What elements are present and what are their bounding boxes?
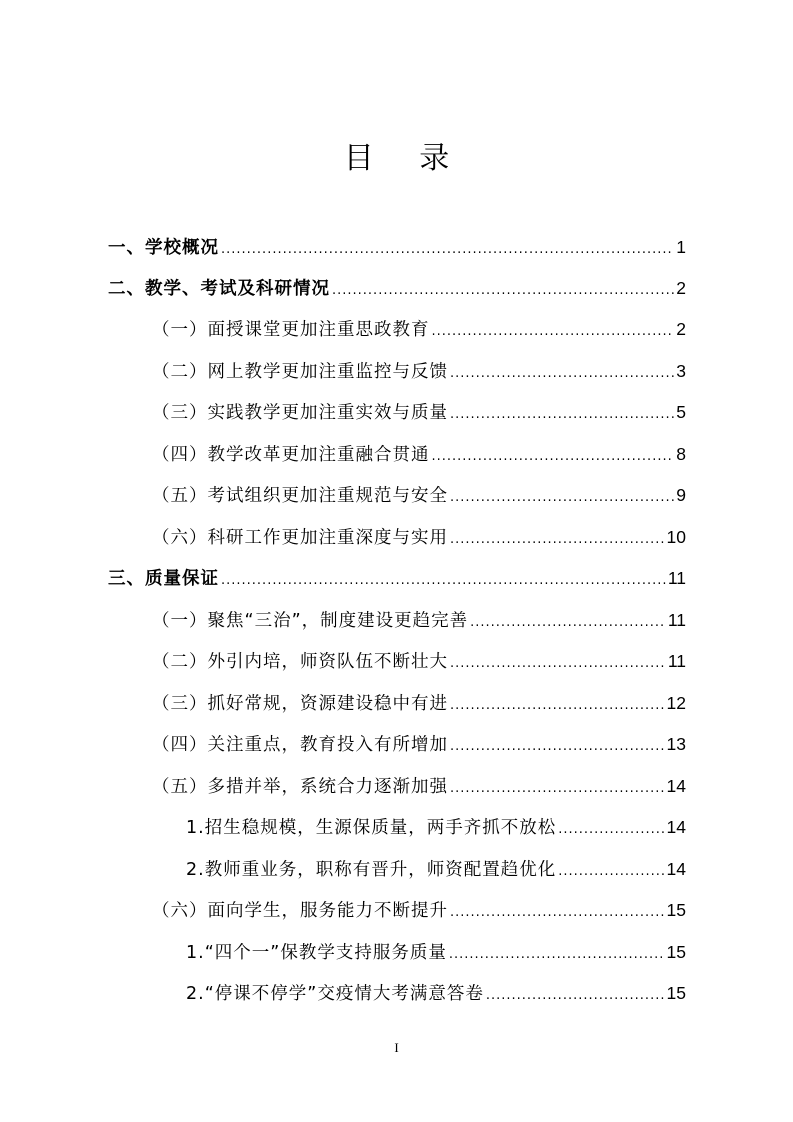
toc-entry[interactable] [186, 814, 686, 840]
toc-dot-leader [450, 402, 674, 428]
toc-dot-leader [450, 900, 665, 926]
toc-entry-page: 2 [676, 319, 686, 339]
toc-dot-leader [450, 734, 665, 760]
toc-entry-text: （六）科研工作更加注重深度与实用 [152, 528, 448, 548]
toc-entry[interactable] [152, 358, 686, 384]
toc-entry[interactable] [186, 856, 686, 882]
toc-entry[interactable] [152, 607, 686, 633]
toc-dot-leader [332, 278, 674, 304]
toc-entry-text: 一、学校概况 [108, 238, 219, 258]
toc-dot-leader [558, 817, 664, 843]
toc-entry-text: （五）多措并举，系统合力逐渐加强 [152, 777, 448, 797]
toc-entry-page: 2 [676, 278, 686, 298]
toc-dot-leader [470, 610, 666, 636]
toc-entry[interactable] [152, 897, 686, 923]
toc-entry-page: 13 [666, 734, 686, 754]
toc-entry[interactable] [152, 773, 686, 799]
toc-entry-text: （一）聚焦“三治”，制度建设更趋完善 [152, 611, 469, 631]
page-number-footer: I [394, 1040, 399, 1055]
toc-entry-text: （五）考试组织更加注重规范与安全 [152, 486, 448, 506]
toc-entry[interactable] [152, 399, 686, 425]
toc-entry[interactable] [152, 316, 686, 342]
toc-entry-text: （三）抓好常规，资源建设稳中有进 [152, 694, 448, 714]
toc-entry-page: 15 [666, 942, 686, 962]
toc-entry-page: 1 [676, 237, 686, 257]
toc-dot-leader [432, 319, 675, 345]
toc-entry-text: 1.“四个一”保教学支持服务质量 [186, 943, 447, 963]
toc-entry-page: 9 [676, 485, 686, 505]
toc-entry[interactable] [152, 731, 686, 757]
page-title: 目 录 [343, 141, 468, 176]
toc-entry-text: 二、教学、考试及科研情况 [108, 279, 330, 299]
toc-entry-page: 14 [666, 817, 686, 837]
toc-entry-page: 10 [666, 527, 686, 547]
toc-entry-page: 14 [666, 859, 686, 879]
toc-entry-text: （一）面授课堂更加注重思政教育 [152, 320, 430, 340]
toc-entry[interactable] [152, 690, 686, 716]
toc-dot-leader [221, 237, 674, 263]
toc-entry-text: （四）关注重点，教育投入有所增加 [152, 735, 448, 755]
toc-entry-text: 2.教师重业务，职称有晋升，师资配置趋优化 [186, 860, 557, 880]
toc-entry-text: 2.“停课不停学”交疫情大考满意答卷 [186, 984, 484, 1004]
toc-entry[interactable] [186, 939, 686, 965]
toc-dot-leader [450, 651, 666, 677]
toc-entry-text: （四）教学改革更加注重融合贯通 [152, 445, 430, 465]
toc-entry-page: 12 [666, 693, 686, 713]
toc-dot-leader [450, 693, 665, 719]
toc-entry[interactable] [152, 648, 686, 674]
toc-entry-page: 15 [666, 900, 686, 920]
toc-dot-leader [450, 485, 674, 511]
toc-entry-text: 1.招生稳规模，生源保质量，两手齐抓不放松 [186, 818, 557, 838]
toc-dot-leader [558, 859, 664, 885]
toc-entry[interactable] [108, 565, 686, 591]
toc-entry-text: （二）网上教学更加注重监控与反馈 [152, 362, 448, 382]
toc-entry-text: （三）实践教学更加注重实效与质量 [152, 403, 448, 423]
toc-entry-page: 11 [667, 651, 686, 671]
toc-entry-text: 三、质量保证 [108, 569, 219, 589]
toc-entry-text: （六）面向学生，服务能力不断提升 [152, 901, 448, 921]
toc-dot-leader [221, 568, 666, 594]
toc-entry-page: 5 [676, 402, 686, 422]
toc-entry-text: （二）外引内培，师资队伍不断壮大 [152, 652, 448, 672]
toc-dot-leader [449, 942, 665, 968]
toc-dot-leader [450, 361, 674, 387]
toc-entry-page: 11 [667, 610, 686, 630]
toc-dot-leader [486, 983, 665, 1009]
toc-dot-leader [450, 776, 665, 802]
toc-entry[interactable] [108, 275, 686, 301]
toc-dot-leader [432, 444, 675, 470]
toc-entry[interactable] [152, 482, 686, 508]
toc-dot-leader [450, 527, 665, 553]
toc-entry-page: 11 [667, 568, 686, 588]
toc-entry[interactable] [152, 441, 686, 467]
toc-entry[interactable] [108, 234, 686, 260]
toc-entry[interactable] [152, 524, 686, 550]
toc-entry[interactable] [186, 980, 686, 1006]
toc-entry-page: 3 [676, 361, 686, 381]
toc-entry-page: 14 [666, 776, 686, 796]
toc-entry-page: 8 [676, 444, 686, 464]
toc-entry-page: 15 [666, 983, 686, 1003]
